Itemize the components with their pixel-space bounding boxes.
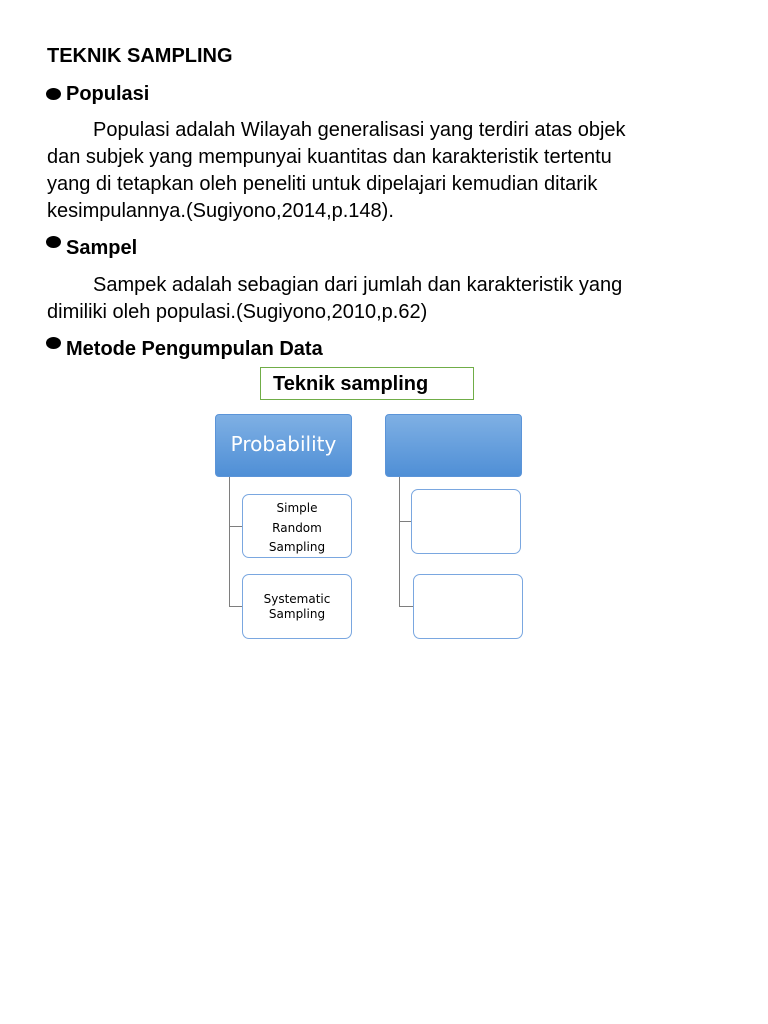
- systematic-sampling-label: [243, 592, 351, 622]
- node-text-line: Sampling: [268, 607, 326, 621]
- bullet-metode: [46, 337, 61, 349]
- diagram-title: Teknik sampling: [260, 367, 474, 400]
- probability-connector-branch: [229, 606, 243, 607]
- document-title: TEKNIK SAMPLING: [47, 45, 233, 67]
- paragraph-line: Populasi adalah Wilayah generalisasi yang terdiri atas objek: [93, 119, 626, 141]
- paragraph-sampel: [47, 272, 727, 326]
- second-category-connector-vertical: [399, 477, 400, 607]
- second-category-connector-branch: [399, 606, 414, 607]
- paragraph-line: Sampek adalah sebagian dari jumlah dan karakteristik yang: [93, 274, 623, 296]
- node-text-line: Random: [272, 520, 322, 535]
- heading-populasi: Populasi: [66, 83, 150, 105]
- second-category-child-node: [411, 489, 521, 554]
- probability-label: Probability: [230, 432, 337, 456]
- probability-connector-vertical: [229, 477, 230, 607]
- paragraph-populasi: [47, 117, 727, 225]
- paragraph-line: dan subjek yang mempunyai kuantitas dan karakteristik tertentu: [47, 146, 612, 168]
- probability-node: [215, 414, 352, 477]
- bullet-populasi: [46, 88, 61, 100]
- probability-connector-branch: [229, 526, 243, 527]
- paragraph-line: dimiliki oleh populasi.(Sugiyono,2010,p.62): [47, 301, 428, 323]
- node-text-line: Sampling: [268, 540, 326, 554]
- bullet-sampel: [46, 236, 61, 248]
- paragraph-line: kesimpulannya.(Sugiyono,2014,p.148).: [47, 200, 394, 222]
- heading-metode-pengumpulan-data: Metode Pengumpulan Data: [66, 338, 323, 360]
- simple-random-sampling-label: [243, 499, 351, 558]
- second-category-node: [385, 414, 522, 477]
- paragraph-line: yang di tetapkan oleh peneliti untuk dipelajari kemudian ditarik: [47, 173, 598, 195]
- node-text-line: Simple: [276, 501, 318, 515]
- simple-random-sampling-node: [242, 494, 352, 558]
- second-category-child-node: [413, 574, 523, 639]
- heading-sampel: Sampel: [66, 237, 138, 259]
- systematic-sampling-node: [242, 574, 352, 639]
- node-text-line: Systematic: [263, 592, 331, 606]
